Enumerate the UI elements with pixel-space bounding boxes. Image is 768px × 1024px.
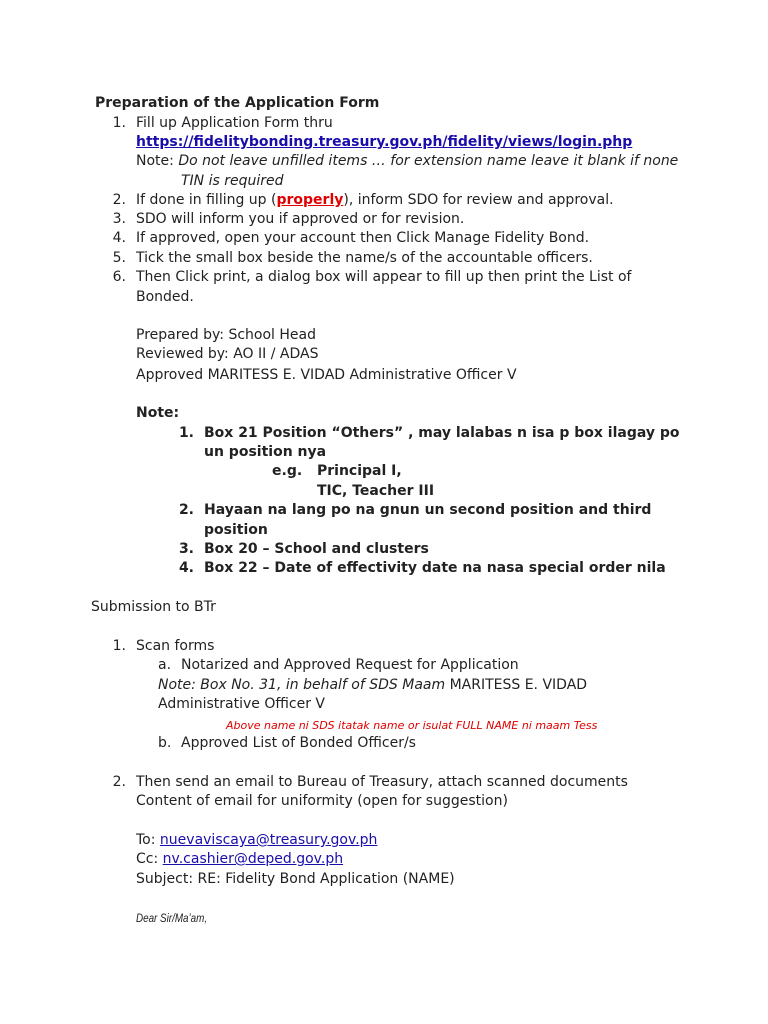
red-instruction: Above name ni SDS itatak name or isulat FULL NAME ni maam Tess — [226, 719, 598, 732]
to-email-link[interactable]: nuevaviscaya@treasury.gov.ph — [159, 832, 378, 848]
list-item: Fill up Application Form thru — [136, 115, 333, 131]
list-item: Then Click print, a dialog box will appear to fill up then print the List of — [136, 269, 632, 285]
list-item-continued: Bonded. — [136, 289, 194, 305]
sublist-item: Notarized and Approved Request for Application — [181, 657, 519, 673]
list-item: Scan forms — [136, 638, 215, 654]
list-number: 4. — [178, 560, 194, 576]
cc-email-link[interactable]: nv.cashier@deped.gov.ph — [162, 851, 344, 867]
list-number: 1. — [112, 115, 126, 131]
list-item-text: If done in filling up ( — [136, 192, 277, 208]
sublist-note — [158, 676, 587, 695]
list-item — [136, 191, 614, 210]
note-item-continued: position — [204, 522, 268, 538]
email-salutation: Dear Sir/Ma’am, — [136, 911, 208, 925]
note-italic: Note: Box No. 31, in behalf of SDS Maam — [158, 677, 446, 693]
reviewed-by: Reviewed by: AO II / ADAS — [136, 346, 319, 362]
list-number: 3. — [178, 541, 194, 557]
cc-label: Cc: — [136, 851, 159, 867]
email-subject: Subject: RE: Fidelity Bond Application (NAME) — [136, 871, 455, 887]
note-text-continued: TIN is required — [181, 173, 284, 189]
note-item: Box 22 – Date of effectivity date na nasa special order nila — [204, 560, 666, 576]
list-number: 2. — [112, 192, 126, 208]
list-number: 3. — [112, 211, 126, 227]
list-item-continued: Content of email for uniformity (open for suggestion) — [136, 793, 508, 809]
list-item: SDO will inform you if approved or for revision. — [136, 211, 465, 227]
note-item-continued: un position nya — [204, 444, 327, 460]
list-number: 6. — [112, 269, 126, 285]
email-to — [136, 831, 377, 850]
list-number: 1. — [112, 638, 126, 654]
note-item: Box 21 Position “Others” , may lalabas n isa p box ilagay po — [204, 425, 680, 441]
to-label: To: — [136, 832, 156, 848]
list-number: 4. — [112, 230, 126, 246]
sublist-item: Approved List of Bonded Officer/s — [181, 735, 416, 751]
note-line — [136, 152, 678, 171]
submission-heading: Submission to BTr — [91, 599, 216, 615]
list-number: 2. — [178, 502, 194, 518]
approved-by: Approved MARITESS E. VIDAD Administrative Officer V — [136, 367, 517, 383]
list-number: 5. — [112, 250, 126, 266]
note-label: Note: — [136, 153, 174, 169]
prepared-by: Prepared by: School Head — [136, 327, 316, 343]
note-name: MARITESS E. VIDAD — [449, 677, 588, 693]
sublist-letter: b. — [158, 735, 172, 751]
list-item: If approved, open your account then Click Manage Fidelity Bond. — [136, 230, 590, 246]
example-label: e.g. — [272, 463, 303, 479]
sublist-note-continued: Administrative Officer V — [158, 696, 326, 712]
note-item: Hayaan na lang po na gnun un second position and third — [204, 502, 652, 518]
application-form-link[interactable]: https://fidelitybonding.treasury.gov.ph/fidelity/views/login.php — [136, 134, 633, 150]
note-text: Do not leave unfilled items … for extension name leave it blank if none — [178, 153, 679, 169]
email-cc — [136, 850, 343, 869]
list-number: 1. — [178, 425, 194, 441]
section-title: Preparation of the Application Form — [95, 95, 380, 111]
emphasis-properly: properly — [276, 192, 344, 208]
list-item: Then send an email to Bureau of Treasury, attach scanned documents — [136, 774, 628, 790]
example-line: TIC, Teacher III — [317, 483, 435, 499]
example-line: Principal I, — [317, 463, 402, 479]
list-item: Tick the small box beside the name/s of the accountable officers. — [136, 250, 593, 266]
sublist-letter: a. — [158, 657, 172, 673]
list-item-text: ), inform SDO for review and approval. — [343, 192, 614, 208]
note-heading: Note: — [136, 405, 180, 421]
list-number: 2. — [112, 774, 126, 790]
note-item: Box 20 – School and clusters — [204, 541, 429, 557]
